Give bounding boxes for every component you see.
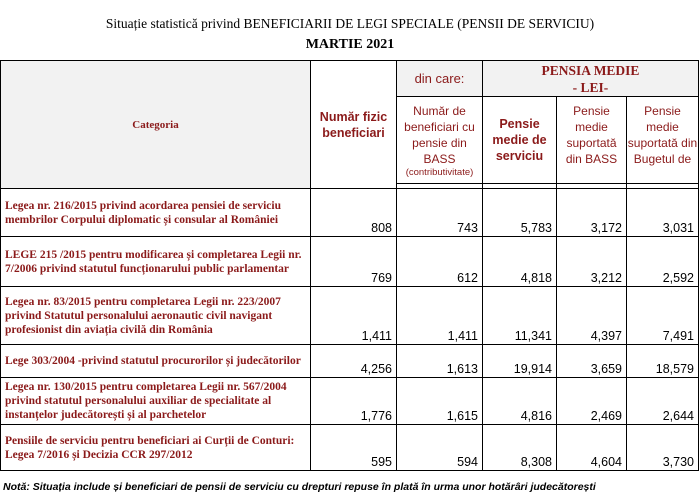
table-row [1, 189, 699, 237]
pensia-medie-label: PENSIA MEDIE [541, 62, 640, 78]
header-pensie-buget: Pensie medie suportată din Bugetul de [627, 97, 699, 184]
header-pensie-bass: Pensie medie suportată din BASS [557, 97, 627, 184]
cell-medie-bass: 3,659 [557, 345, 627, 378]
cell-medie-bass: 3,172 [557, 189, 627, 237]
cell-buget: 3,730 [627, 425, 699, 471]
table-row [1, 345, 699, 378]
cell-fizic: 1,411 [311, 287, 397, 345]
document-subtitle: MARTIE 2021 [305, 37, 395, 52]
header-numar-fizic: Număr fizic beneficiari [311, 61, 397, 189]
document-title: Situație statistică privind BENEFICIARII DE LEGI SPECIALE (PENSII DE SERVICIU) [105, 16, 595, 31]
table-row [1, 378, 699, 425]
cell-fizic: 769 [311, 237, 397, 287]
table-row [1, 237, 699, 287]
row-category: Legea nr. 83/2015 pentru completarea Legii nr. 223/2007 privind Statutul personalului aeronautic civil navigant profesionist din aviația civilă din România [1, 287, 311, 345]
cell-serviciu: 5,783 [483, 189, 557, 237]
cell-buget: 18,579 [627, 345, 699, 378]
footnote: Notă: Situația include și beneficiari de pensii de serviciu cu drepturi repuse în plată în urma unor hotărâri judecătorești [3, 481, 596, 493]
row-category: Legea nr. 130/2015 pentru completarea Legii nr. 567/2004 privind statutul personalului auxiliar de specialitate al instanțelor judecătorești și al parchetelor [1, 378, 311, 425]
cell-serviciu: 4,816 [483, 378, 557, 425]
statistics-table [0, 60, 699, 471]
cell-serviciu: 8,308 [483, 425, 557, 471]
table-row [1, 287, 699, 345]
numar-bass-note: (contributivitate) [405, 167, 474, 178]
row-category: Legea nr. 216/2015 privind acordarea pensiei de serviciu membrilor Corpului diplomatic și consular al României [1, 189, 311, 237]
cell-fizic: 4,256 [311, 345, 397, 378]
cell-serviciu: 4,818 [483, 237, 557, 287]
cell-bass: 1,613 [397, 345, 483, 378]
cell-serviciu: 11,341 [483, 287, 557, 345]
row-category: LEGE 215 /2015 pentru modificarea și completarea Legii nr. 7/2006 privind statutul funcționarului public parlamentar [1, 237, 311, 287]
header-pensie-serviciu: Pensie medie de serviciu [483, 97, 557, 184]
header-din-care: din care: [397, 61, 483, 97]
cell-bass: 612 [397, 237, 483, 287]
cell-bass: 743 [397, 189, 483, 237]
cell-fizic: 808 [311, 189, 397, 237]
cell-fizic: 595 [311, 425, 397, 471]
cell-bass: 1,615 [397, 378, 483, 425]
cell-medie-bass: 3,212 [557, 237, 627, 287]
row-category: Pensiile de serviciu pentru beneficiari ai Curții de Conturi: Legea 7/2016 și Decizia CCR 297/2012 [1, 425, 311, 471]
numar-bass-label: Număr de beneficiari cu pensie din BASS [404, 104, 475, 166]
cell-medie-bass: 2,469 [557, 378, 627, 425]
cell-fizic: 1,776 [311, 378, 397, 425]
cell-buget: 2,592 [627, 237, 699, 287]
row-category: Lege 303/2004 -privind statutul procurorilor și judecătorilor [1, 345, 311, 378]
cell-buget: 7,491 [627, 287, 699, 345]
cell-buget: 3,031 [627, 189, 699, 237]
cell-bass: 1,411 [397, 287, 483, 345]
cell-medie-bass: 4,604 [557, 425, 627, 471]
cell-bass: 594 [397, 425, 483, 471]
cell-buget: 2,644 [627, 378, 699, 425]
header-categoria: Categoria [1, 61, 311, 189]
cell-medie-bass: 4,397 [557, 287, 627, 345]
lei-label: - LEI- [572, 79, 609, 95]
cell-serviciu: 19,914 [483, 345, 557, 378]
header-pensia-medie [483, 61, 699, 97]
header-numar-bass [397, 97, 483, 184]
table-row [1, 425, 699, 471]
